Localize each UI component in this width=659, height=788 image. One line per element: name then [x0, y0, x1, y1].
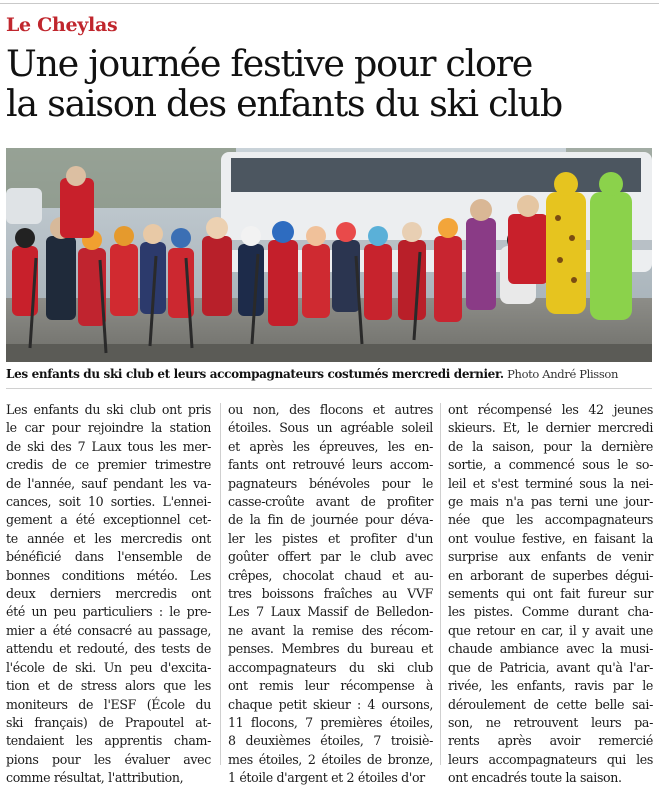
body-text-line: ou non, des flocons et autres — [228, 402, 433, 417]
column-divider — [440, 403, 441, 765]
body-text-line: leil et s'est terminé sous la nei- — [448, 475, 653, 491]
body-text-line: ont encadrés toute la saison. — [448, 770, 622, 786]
body-text-line: moniteurs de l'ESF (École du — [6, 696, 211, 712]
group-photo-illustration — [6, 148, 652, 362]
body-text-line: leurs accompagnateurs qui les — [448, 751, 653, 767]
body-text-line: ont remis leur récompense à — [228, 678, 433, 694]
body-text-line: bénéficié dans l'ensemble de — [6, 549, 211, 565]
caption-text: Les enfants du ski club et leurs accompagnateurs costumés mercredi dernier. — [6, 367, 504, 381]
body-text-line: tres boissons fraîches au VVF — [228, 586, 433, 602]
body-text-line: été un peu particuliers : le pre- — [6, 604, 211, 620]
body-text-line: Les enfants du ski club ont pris — [6, 402, 211, 417]
top-rule — [0, 3, 659, 4]
body-text-line: ne avant la remise des récom- — [228, 622, 433, 638]
body-text-line: déroulement de cette belle sai- — [448, 696, 653, 712]
body-text-line: l'école de ski. Un peu d'excita- — [6, 659, 211, 675]
body-text-line: en arborant de superbes dégui- — [448, 567, 653, 583]
body-text-line: comme résultat, l'attribution, — [6, 770, 184, 786]
photo-credit: Photo André Plisson — [507, 367, 619, 381]
body-text-line: de ski des 7 Laux tous les mer- — [6, 438, 211, 454]
body-text-line: le car pour rejoindre la station — [6, 420, 211, 436]
article-photo — [6, 148, 652, 362]
article-column-2 — [228, 401, 433, 788]
body-text-line: de la saison, pour la dernière — [448, 438, 653, 454]
body-text-line: pions pour les évaluer avec — [6, 751, 211, 767]
body-text-line: que de Patricia, avant qu'à l'ar- — [448, 659, 653, 675]
body-text-line: cances, soit 10 sorties. L'ennei- — [6, 494, 211, 510]
article-column-3 — [448, 401, 653, 788]
body-text-line: surprise aux enfants de venir — [448, 549, 653, 565]
section-kicker: Le Cheylas — [6, 14, 118, 36]
body-text-line: 8 deuxièmes étoiles, 7 troisiè- — [228, 733, 433, 749]
body-text-line: et après les épreuves, les en- — [228, 438, 433, 454]
headline-line-1: Une journée festive pour clore — [6, 42, 533, 85]
headline — [6, 44, 656, 124]
body-text-line: tendaient les apprentis cham- — [6, 733, 211, 749]
body-text-line: fants ont retrouvé leurs accom- — [228, 457, 433, 473]
body-text-line: casse-croûte avant de profiter — [228, 494, 433, 510]
body-text-line: bonnes conditions météo. Les — [6, 567, 211, 583]
body-text-line: chaude ambiance avec la musi- — [448, 641, 653, 657]
body-text-line: son, ne retrouvent leurs pa- — [448, 714, 653, 730]
body-text-line: sements qui ont fait fureur sur — [448, 586, 653, 602]
body-text-line: ge mais n'a pas terni une jour- — [448, 494, 653, 510]
body-text-line: ont voulue festive, en faisant la — [448, 530, 653, 546]
body-text-line: rents après avoir remercié — [448, 733, 653, 749]
body-text-line: credis de ce premier trimestre — [6, 457, 211, 473]
body-text-line: gement a été exceptionnel cet- — [6, 512, 211, 528]
photo-caption — [6, 366, 656, 382]
column-divider — [220, 403, 221, 765]
body-text-line: ont récompensé les 42 jeunes — [448, 402, 653, 417]
article-column-1 — [6, 401, 211, 788]
body-text-line: skieurs. Et, le dernier mercredi — [448, 420, 653, 436]
body-text-line: 11 flocons, 7 premières étoiles, — [228, 714, 433, 730]
body-text-line: Les 7 Laux Massif de Belledon- — [228, 604, 433, 620]
body-text-line: 1 étoile d'argent et 2 étoiles d'or — [228, 770, 425, 786]
body-text-line: te année et les mercredis ont — [6, 530, 211, 546]
body-text-line: deux derniers mercredis ont — [6, 586, 211, 602]
body-text-line: que retour en car, il y avait une — [448, 622, 653, 638]
body-text-line: chaque petit skieur : 4 oursons, — [228, 696, 433, 712]
caption-rule — [6, 388, 652, 389]
body-text-line: tion et de stress alors que les — [6, 678, 211, 694]
body-text-line: mes étoiles, 2 étoiles de bronze, — [228, 751, 433, 767]
body-text-line: les pistes. Comme durant cha- — [448, 604, 653, 620]
body-text-line: ski français) de Prapoutel at- — [6, 714, 211, 730]
headline-line-2: la saison des enfants du ski club — [6, 82, 562, 125]
body-text-line: crêpes, chocolat chaud et au- — [228, 567, 433, 583]
body-text-line: de l'année, sauf pendant les va- — [6, 475, 211, 491]
body-text-line: de la fin de journée pour déva- — [228, 512, 433, 528]
body-text-line: attendu et redouté, des tests de — [6, 641, 211, 657]
body-text-line: étoiles. Sous un agréable soleil — [228, 420, 433, 436]
body-text-line: ler les pistes et profiter d'un — [228, 530, 433, 546]
body-text-line: penses. Membres du bureau et — [228, 641, 433, 657]
body-text-line: goûter offert par le club avec — [228, 549, 433, 565]
body-text-line: mier a été consacré au passage, — [6, 622, 211, 638]
body-text-line: rivée, les enfants, ravis par le — [448, 678, 653, 694]
body-text-line: accompagnateurs du ski club — [228, 659, 433, 675]
body-text-line: pagnateurs bénévoles pour le — [228, 475, 433, 491]
body-text-line: sortie, a commencé sous le so- — [448, 457, 653, 473]
body-text-line: née que les accompagnateurs — [448, 512, 653, 528]
